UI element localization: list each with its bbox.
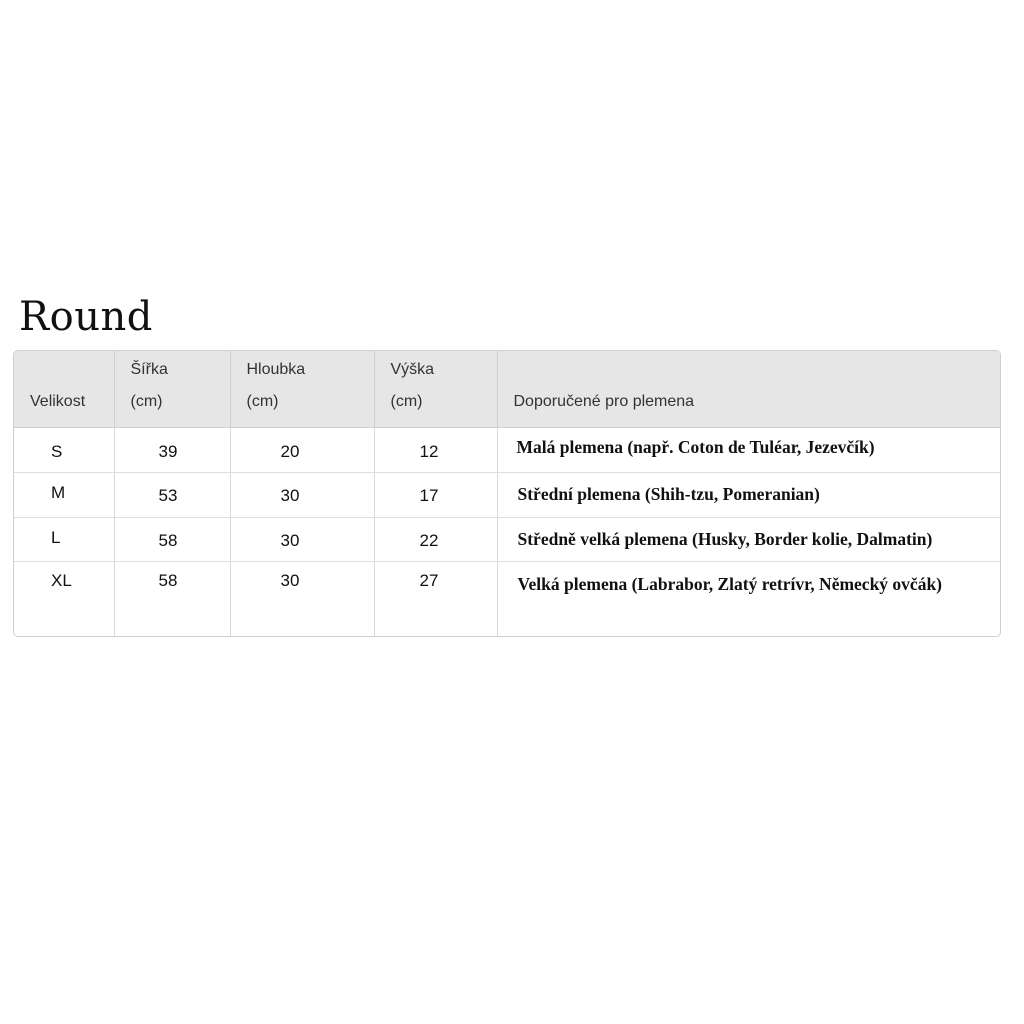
header-width: Šířka (cm) [114,351,230,427]
cell-depth: 30 [230,561,374,636]
cell-breeds: Střední plemena (Shih-tzu, Pomeranian) [497,472,1000,517]
table-row [14,427,1000,472]
cell-breeds: Malá plemena (např. Coton de Tuléar, Jezevčík) [497,427,1000,472]
cell-width: 58 [114,517,230,561]
cell-breeds: Středně velká plemena (Husky, Border kolie, Dalmatin) [497,517,1000,561]
cell-height: 27 [374,561,497,636]
header-breeds: Doporučené pro plemena [497,351,1000,427]
table-row [14,472,1000,517]
cell-width: 39 [114,427,230,472]
header-height: Výška (cm) [374,351,497,427]
page-title: Round [19,294,153,340]
cell-size: M [14,472,114,517]
table-row [14,561,1000,636]
cell-size: L [14,517,114,561]
size-table [13,350,1001,637]
cell-size: XL [14,561,114,636]
cell-height: 22 [374,517,497,561]
cell-depth: 30 [230,472,374,517]
header-depth: Hloubka (cm) [230,351,374,427]
table-header-row [14,351,1000,427]
cell-height: 17 [374,472,497,517]
cell-depth: 20 [230,427,374,472]
cell-width: 53 [114,472,230,517]
cell-width: 58 [114,561,230,636]
cell-size: S [14,427,114,472]
cell-height: 12 [374,427,497,472]
size-table-grid [14,351,1000,636]
cell-breeds: Velká plemena (Labrabor, Zlatý retrívr, Německý ovčák) [517,573,943,594]
cell-depth: 30 [230,517,374,561]
header-size: Velikost [14,351,114,427]
table-row [14,517,1000,561]
